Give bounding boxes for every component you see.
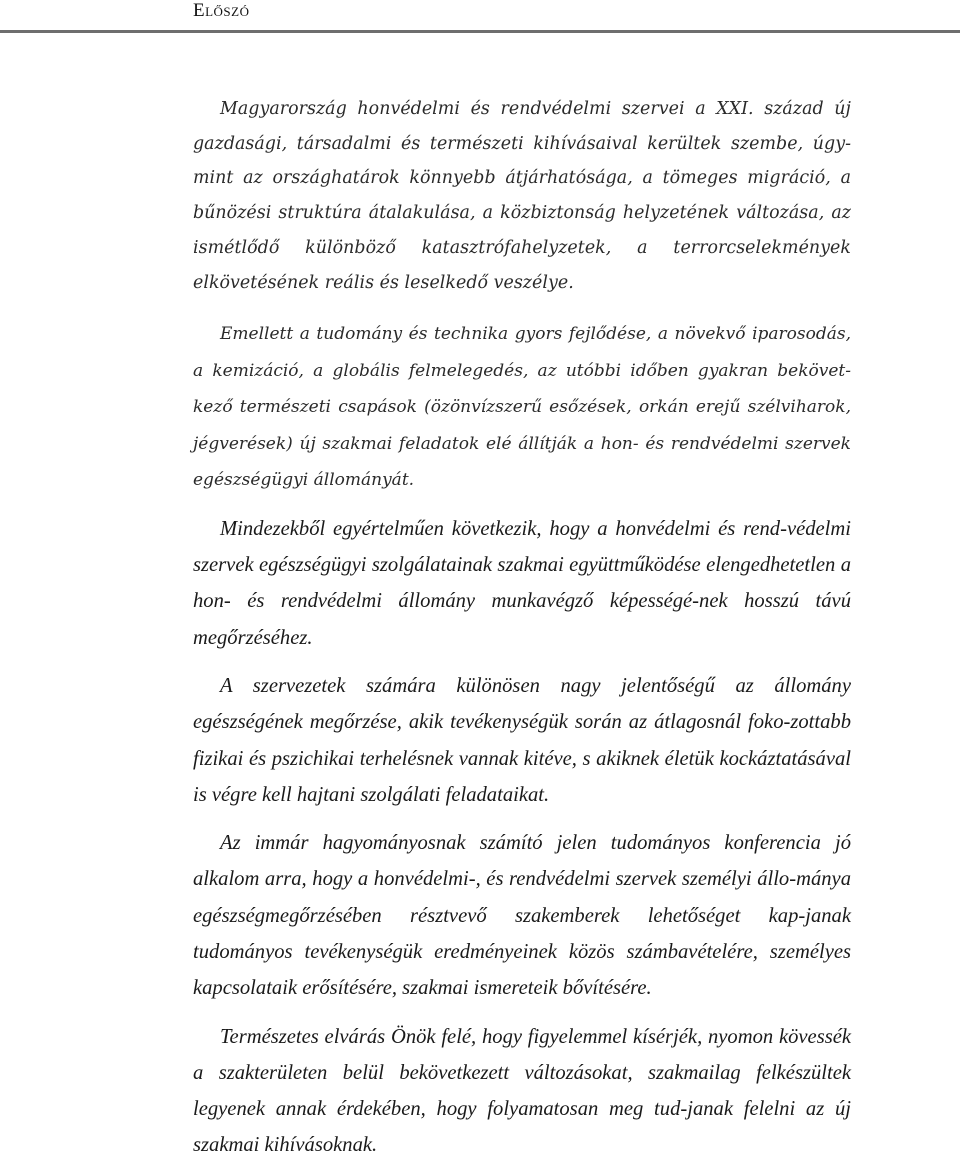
paragraph-1: Magyarország honvédelmi és rendvédelmi szervei a XXI. század új gazdasági, társadalmi és természeti kihívásaival kerültek szembe, úgy-mint az országhatárok könnyebb átjárhatósága, a tömeges migráció, a bűnözési struktúra átalakulása, a közbiztonság helyzetének változása, az ismétlődő különböző katasztrófahelyzetek, a terrorcselekmények elkövetésének reális és leselkedő veszélye. — [193, 99, 851, 293]
page-header — [0, 0, 960, 34]
paragraph-2: Emellett a tudomány és technika gyors fejlődése, a növekvő iparosodás, a kemizáció, a globális felmelegedés, az utóbbi időben gyakran bekövet-kező természeti csapások (özönvízszerű esőzések, orkán erejű szélviharok, jégverések) új szakmai feladatok elé állítják a hon- és rendvédelmi szervek egészségügyi állományát. — [193, 324, 851, 491]
section-title: Előszó — [193, 0, 250, 21]
document-body — [193, 92, 851, 1176]
paragraph-3: Mindezekből egyértelműen következik, hogy a honvédelmi és rend-védelmi szervek egészségügyi szolgálatainak szakmai együttműködése elengedhetetlen a hon- és rendvédelmi állomány munkavégző képességé-nek hosszú távú megőrzéséhez. — [193, 517, 851, 649]
paragraph-6: Természetes elvárás Önök felé, hogy figyelemmel kísérjék, nyomon kövessék a szakterületen belül bekövetkezett változásokat, szakmailag felkészültek legyenek annak érdekében, hogy folyamatosan meg tud-janak felelni az új szakmai kihívásoknak. — [193, 1025, 851, 1157]
paragraph-5: Az immár hagyományosnak számító jelen tudományos konferencia jó alkalom arra, hogy a honvédelmi-, és rendvédelmi szervek személyi állo-mánya egészségmegőrzésében résztvevő szakemberek lehetőséget kap-janak tudományos tevékenységük eredményeinek közös számbavételére, személyes kapcsolataik erősítésére, szakmai ismereteik bővítésére. — [193, 832, 851, 1000]
paragraph-4: A szervezetek számára különösen nagy jelentőségű az állomány egészségének megőrzése, akik tevékenységük során az átlagosnál foko-zottabb fizikai és pszichikai terhelésnek vannak kitéve, s akiknek életük kockáztatásával is végre kell hajtani szolgálati feladataikat. — [193, 674, 851, 806]
header-divider — [0, 30, 960, 33]
